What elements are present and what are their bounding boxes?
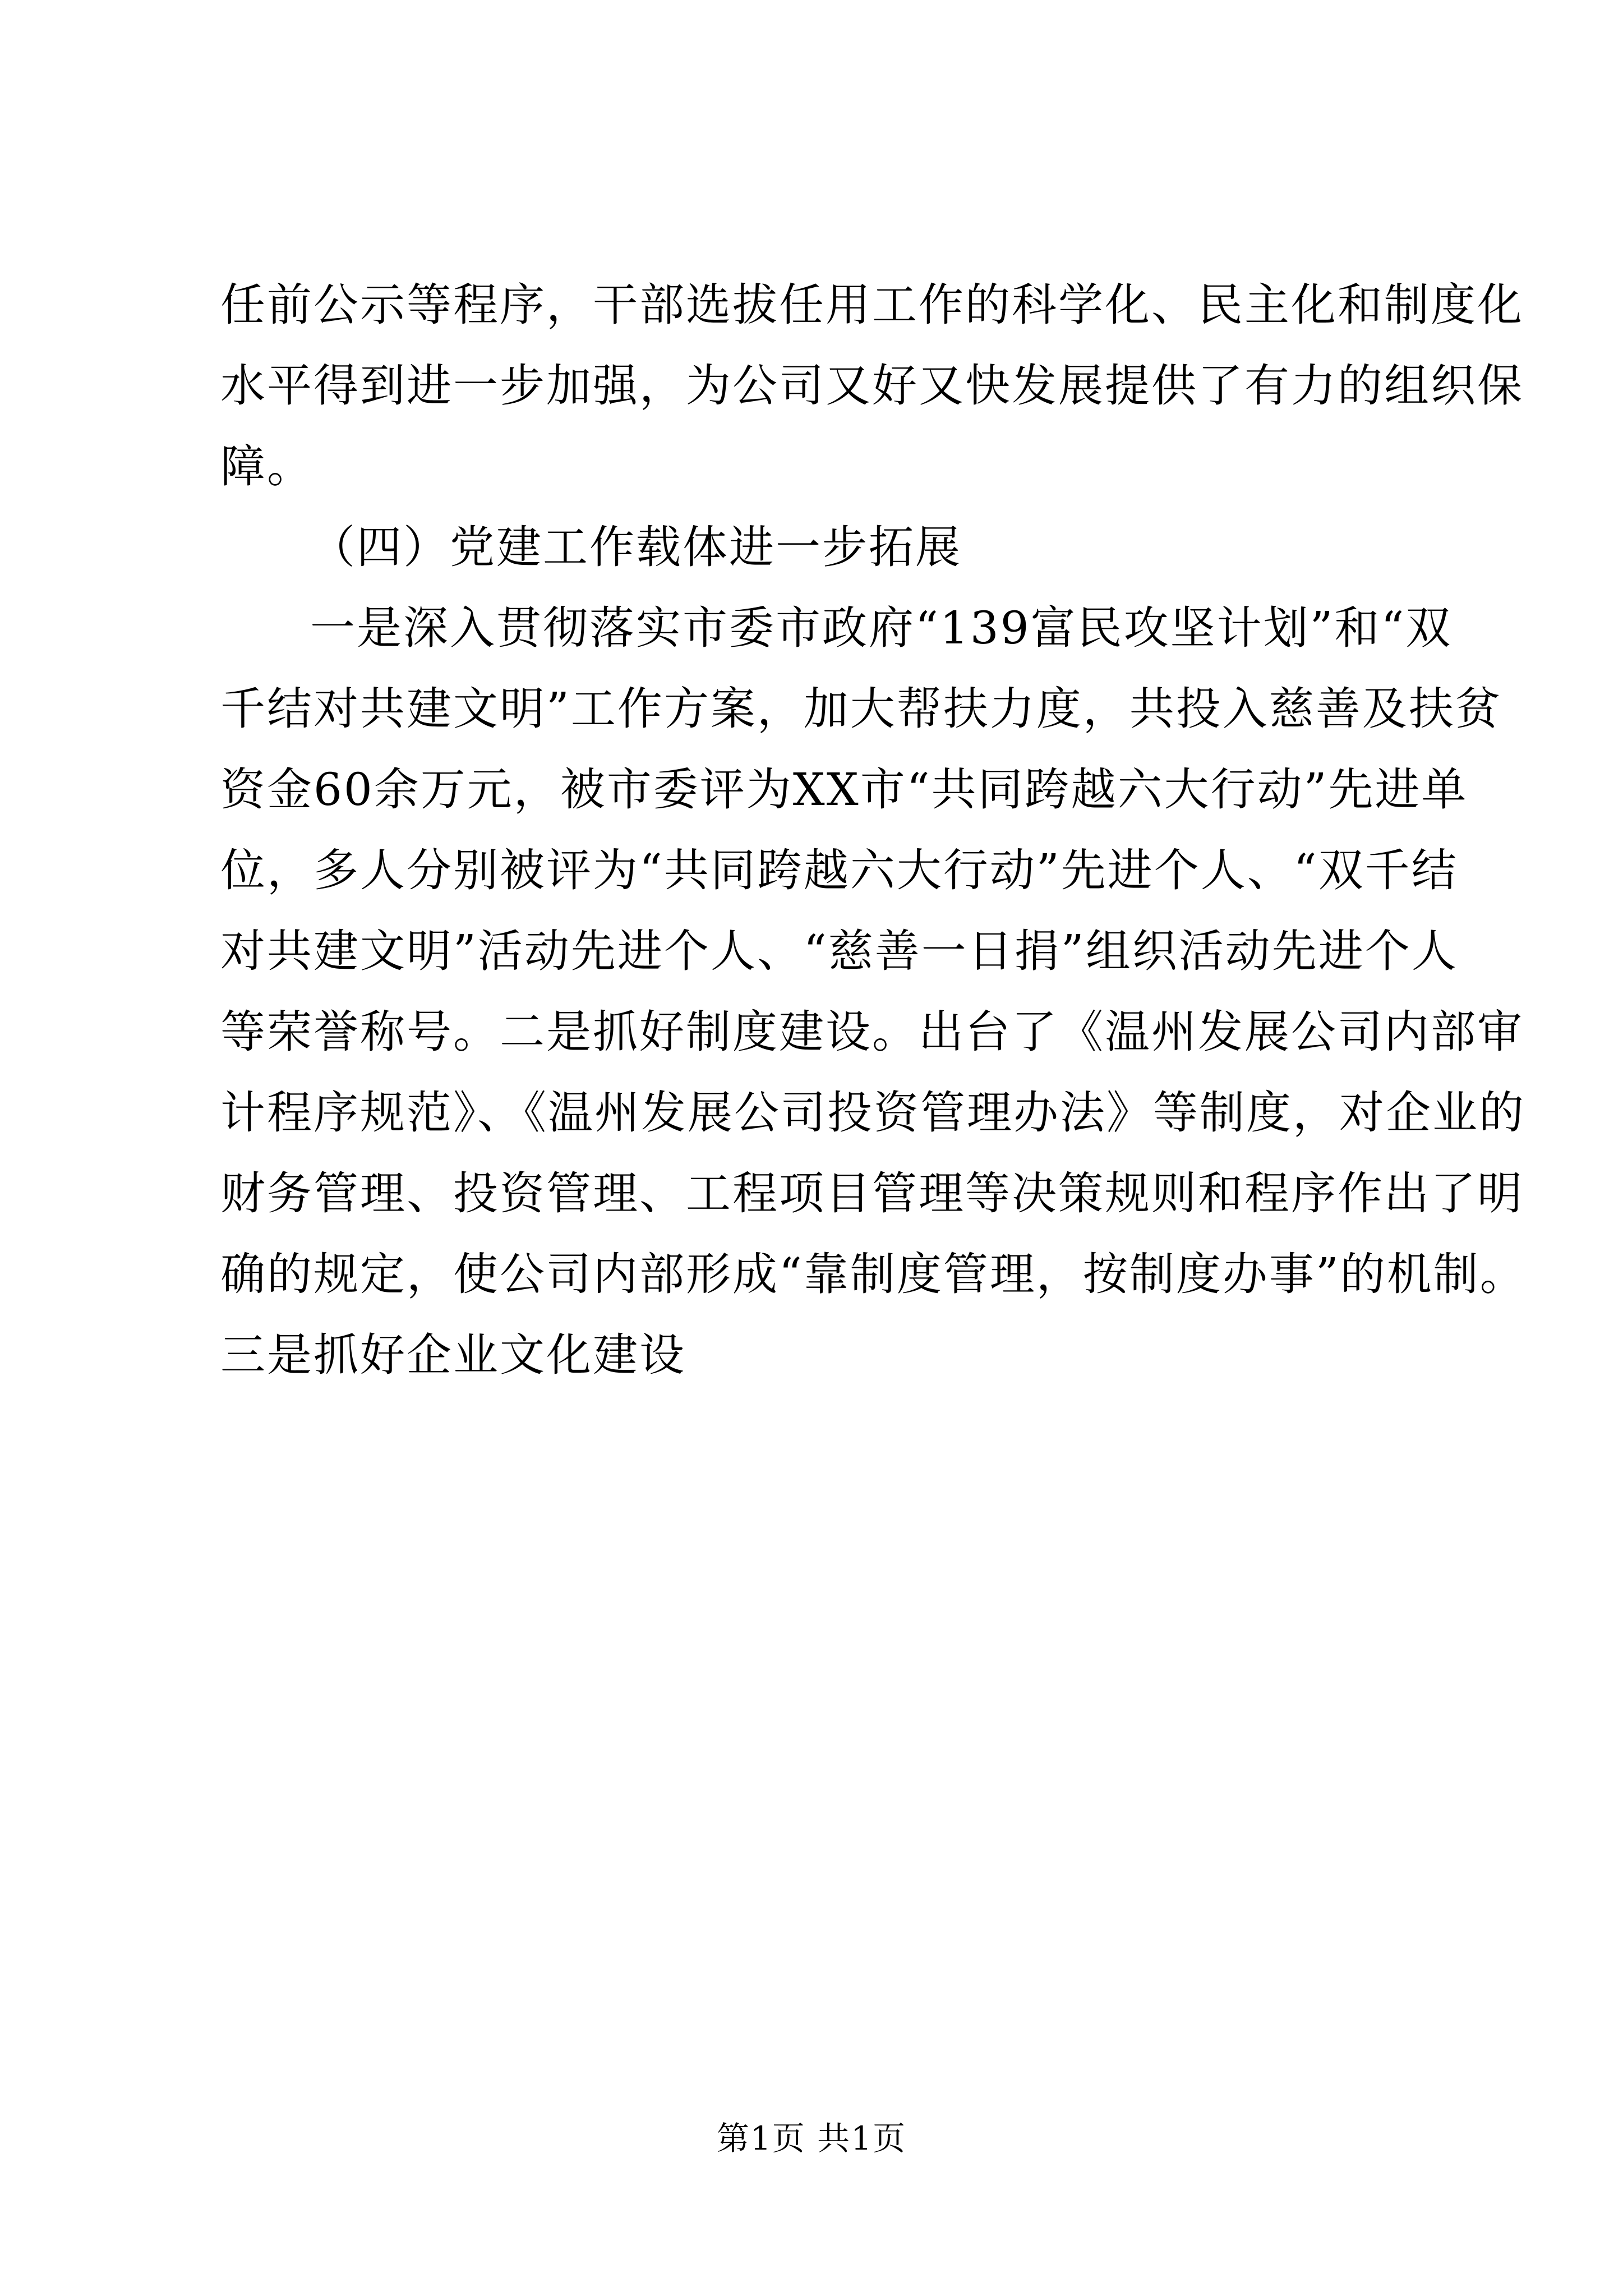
paragraph-line: 确的规定，使公司内部形成“靠制度管理，按制度办事”的机制。 — [220, 1248, 1527, 1300]
paragraph-line: 水平得到进一步加强，为公司又好又快发展提供了有力的组织保 — [220, 360, 1524, 412]
paragraph-line: 千结对共建文明”工作方案，加大帮扶力度，共投入慈善及扶贫 — [220, 683, 1502, 735]
paragraph-line: 一是深入贯彻落实市委市政府“139富民攻坚计划”和“双 — [310, 602, 1453, 654]
paragraph-line: 等荣誉称号。二是抓好制度建设。出台了《温州发展公司内部审 — [220, 1006, 1524, 1058]
section-heading: （四）党建工作载体进一步拓展 — [310, 521, 962, 573]
paragraph-line: 资金60余万元，被市委评为XX市“共同跨越六大行动”先进单 — [220, 763, 1468, 816]
paragraph-line: 位，多人分别被评为“共同跨越六大行动”先进个人、“双千结 — [220, 844, 1458, 896]
paragraph-line: 对共建文明”活动先进个人、“慈善一日捐”组织活动先进个人 — [220, 925, 1458, 977]
paragraph-line: 任前公示等程序，干部选拔任用工作的科学化、民主化和制度化 — [220, 279, 1524, 331]
paragraph-line: 财务管理、投资管理、工程项目管理等决策规则和程序作出了明 — [220, 1167, 1524, 1220]
paragraph-line: 三是抓好企业文化建设 — [220, 1329, 686, 1381]
document-body — [220, 265, 1527, 1396]
page-footer: 第1页 共1页 — [716, 2119, 907, 2157]
paragraph-line: 障。 — [220, 440, 313, 493]
paragraph-line: 计程序规范》、《温州发展公司投资管理办法》等制度，对企业的 — [220, 1087, 1525, 1139]
